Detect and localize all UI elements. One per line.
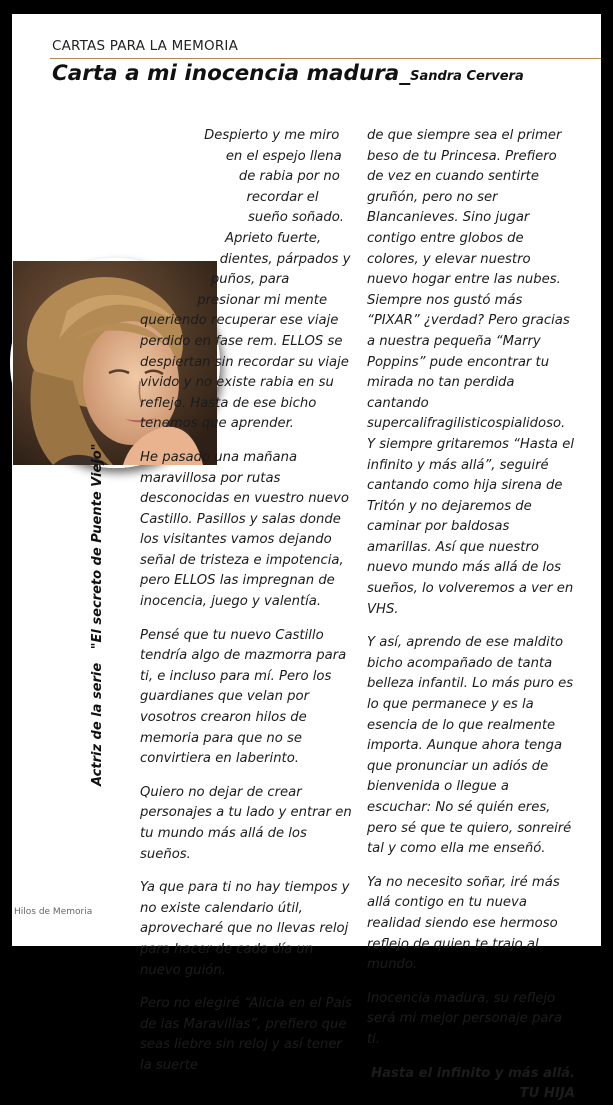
paragraph: de que siempre sea el primer beso de tu Princesa. Prefiero de vez en cuando sentirte gruñón, pero no ser Blancanieves. Sino jugar contigo entre globos de colores, y elevar nuestro nuevo hogar entre las nubes. Siempre nos gustó más “PIXAR” ¿verdad? Pero gracias a nuestra pequeña “Marry Poppins” pude encontrar tu mirada no tan perdida cantando supercalifragilisticospialidoso. Y siempre gritaremos “Hasta el infinito y más allá”, seguiré cantando como hija sirena de Tritón y no dejaremos de caminar por baldosas amarillas. Así que nuestro nuevo mundo más allá de los sueños, lo volveremos a ver en VHS. [367,128,574,617]
paragraph: Y así, aprendo de ese maldito bicho acompañado de tanta belleza infantil. Lo más puro es lo que permanece y es la esencia de lo que realmente importa. Aunque ahora tenga que pronunciar un adiós de bienvenida o llegue a escuchar: No sé quién eres, pero sé que te quiero, sonreiré tal y como ella me enseñó. [367,635,574,857]
paragraph: Quiero no dejar de crear personajes a tu lado y entrar en tu mundo más allá de los sueños. [140,784,352,862]
caption-prefix: Actriz de la serie [90,662,105,786]
signature-line-2: TU HIJA [519,1086,575,1102]
section-heading: CARTAS PARA LA MEMORIA [52,38,239,54]
text-column-2 [367,126,575,1105]
paragraph: Despierto y me miro en el espejo llena de rabia por no recordar el sueño soñado. Aprieto fuerte, dientes, párpados y puños, para presionar mi mente queriendo recuperar ese viaje perdido en fase rem. ELLOS se despiertan sin recordar su viaje vivido y no existe rabia en su reflejo. Hasta de ese bicho tenemos que aprender. [140,128,351,432]
paragraph: Ya no necesito soñar, iré más allá contigo en tu nueva realidad siendo ese hermoso reflejo de quien te trajo al mundo. [367,874,560,973]
paragraph: Inocencia madura, su reflejo será mi mejor personaje para ti. [367,990,562,1047]
paragraph: Pero no elegiré “Alicia en el País de las Maravillas”, prefiero que seas liebre sin reloj y así tener la suerte [140,996,353,1073]
paragraph: Pensé que tu nuevo Castillo tendría algo de mazmorra para ti, e incluso para mí. Pero los guardianes que velan por vosotros crearon hilos de memoria para que no se convirtiera en laberinto. [140,627,347,767]
signature [367,1064,575,1105]
paragraph: Ya que para ti no hay tiempos y no existe calendario útil, aprovecharé que no llevas reloj para hacer de cada día un nuevo guión. [140,880,350,978]
title-text: Carta a mi inocencia madura_ [52,61,411,86]
signature-line-1: Hasta el infinito y más allá. [371,1065,575,1081]
magazine-page [12,14,601,1102]
text-column-1 [140,126,354,1090]
paragraph: He pasado una mañana maravillosa por rutas desconocidas en vuestro nuevo Castillo. Pasillos y salas donde los visitantes vamos dejando señal de tristeza e impotencia, pero ELLOS las impregnan de inocencia, juego y valentía. [140,449,349,610]
header-rule [50,58,601,59]
article-title [52,61,524,86]
author-name: Sandra Cervera [410,69,524,84]
caption-series: "El secreto de Puente Viejo" [90,443,105,650]
footer-publication: Hilos de Memoria [14,907,93,917]
photo-caption [90,443,112,786]
